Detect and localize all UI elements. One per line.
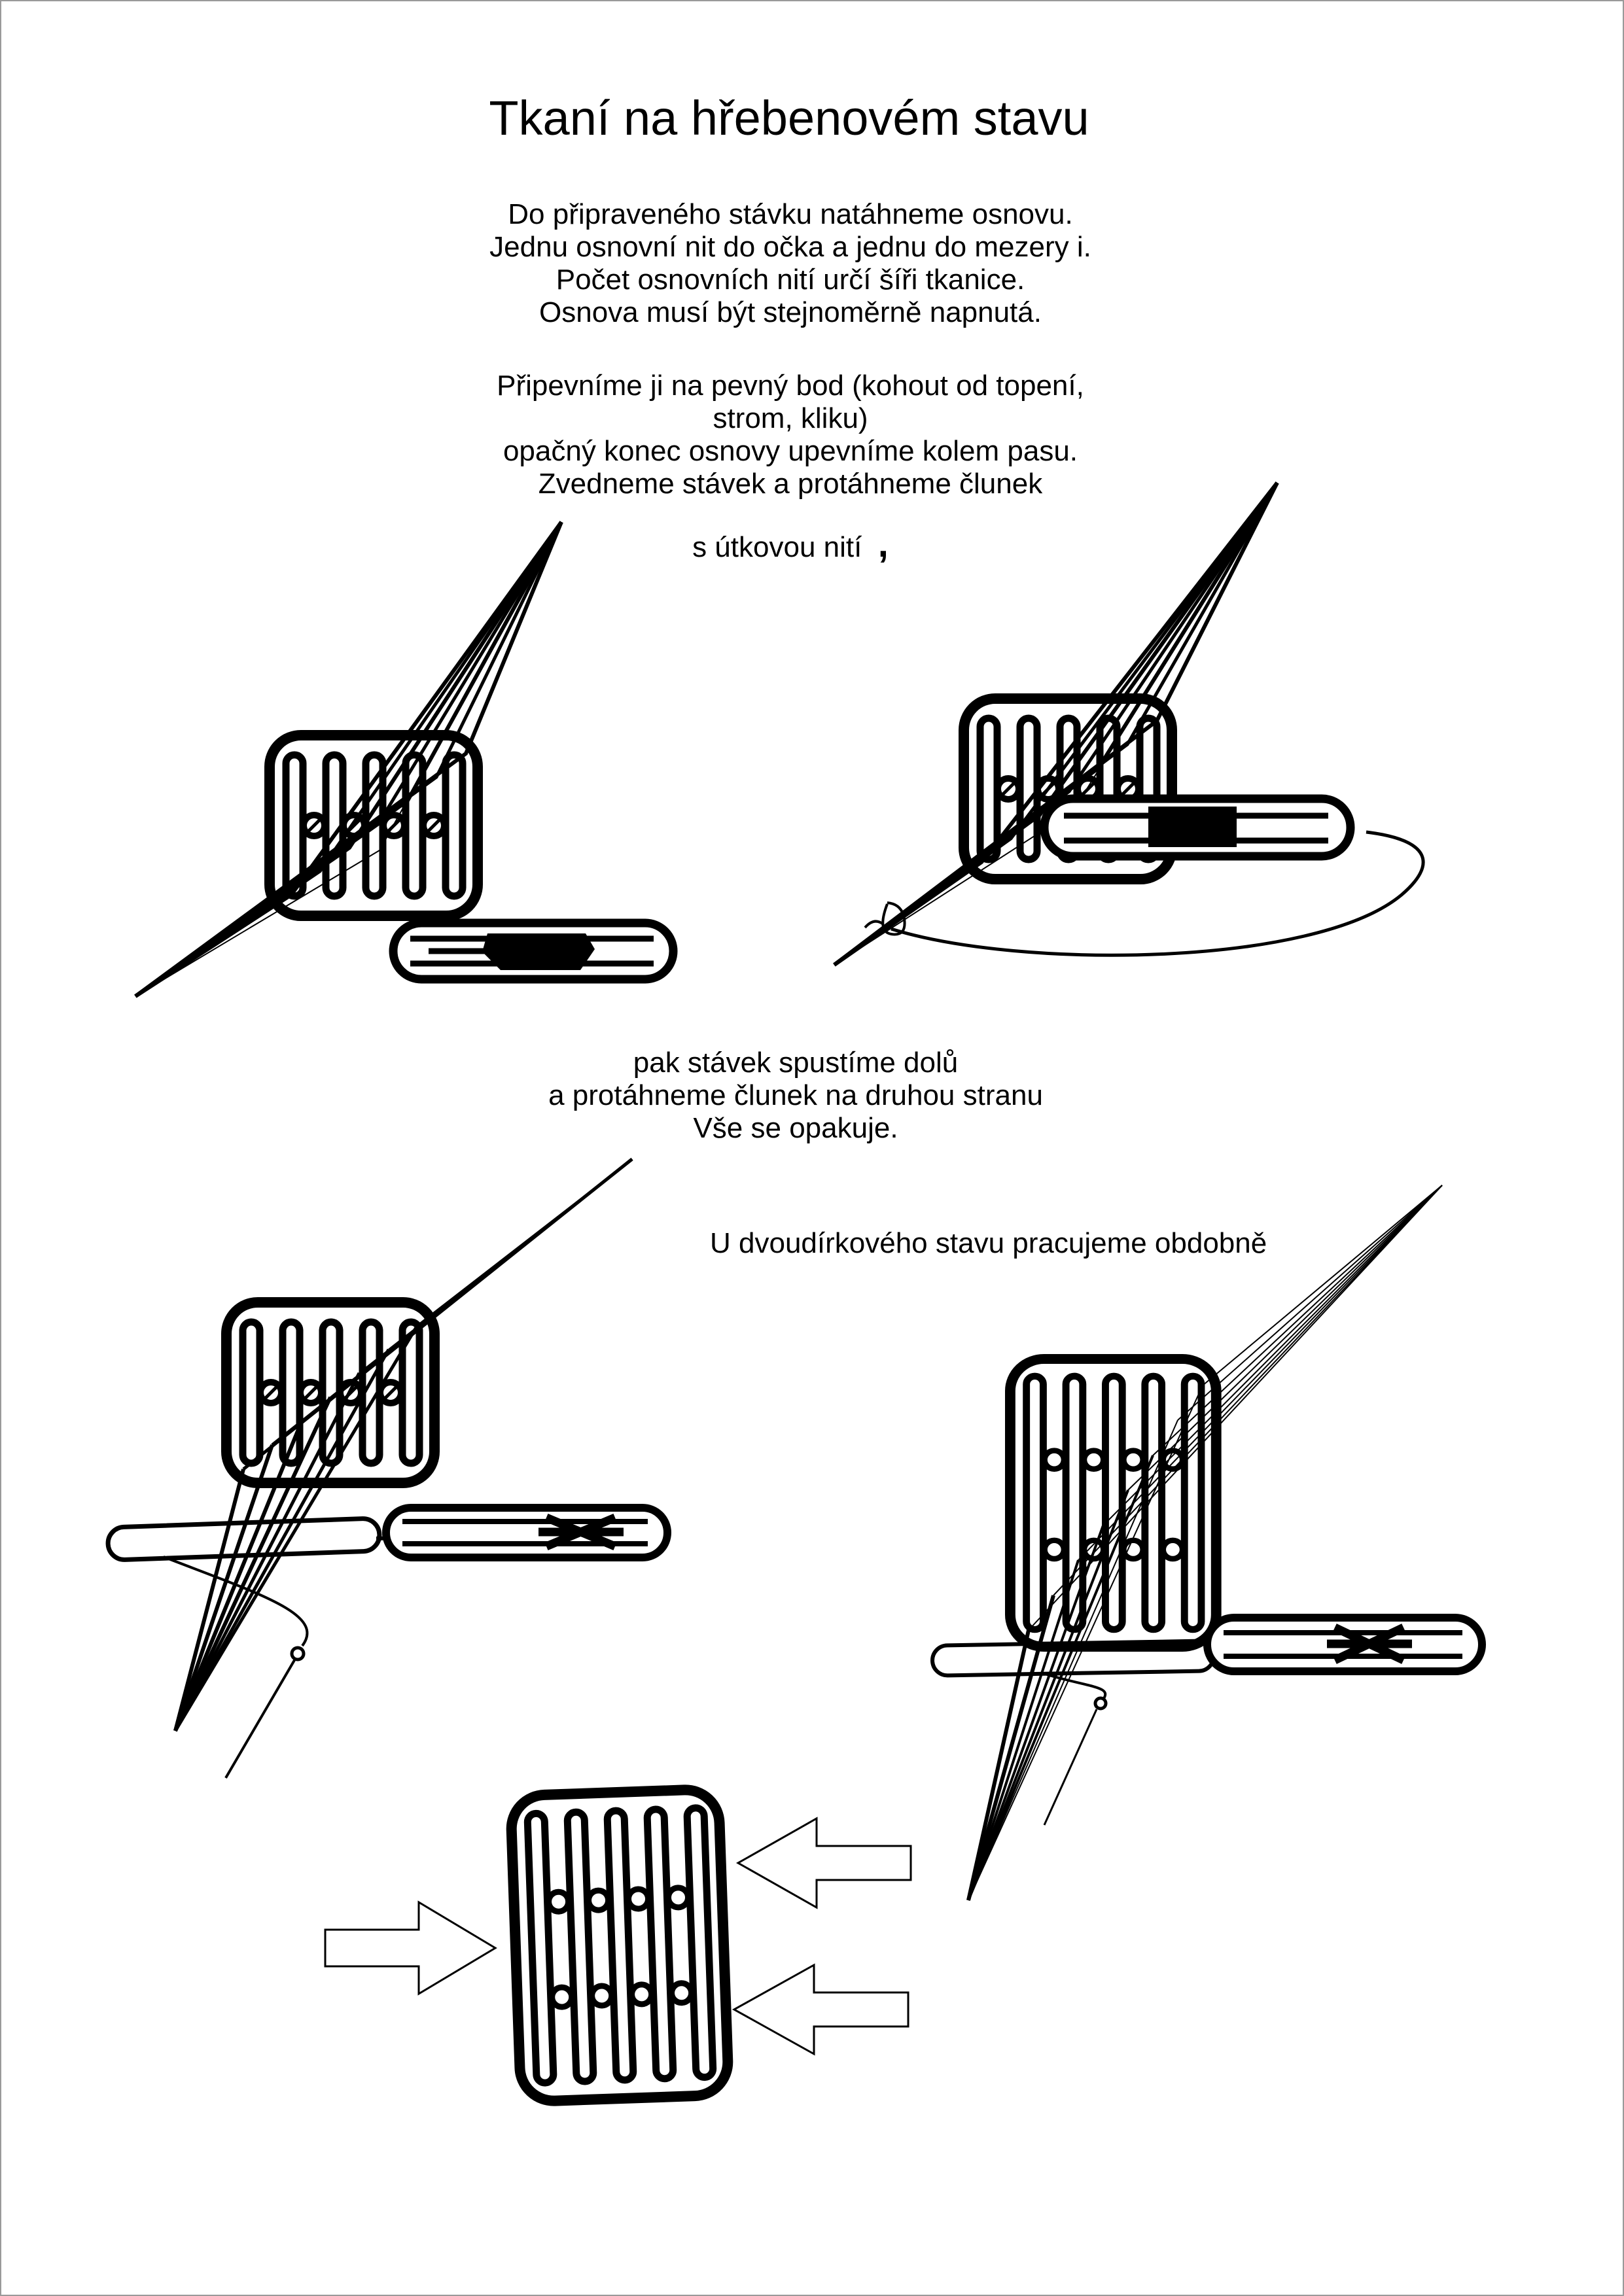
intro-line-3: Počet osnovních nití určí šíři tkanice. xyxy=(556,264,1025,296)
empty-shuttle xyxy=(107,1518,380,1560)
two-hole-comb xyxy=(510,1789,729,2102)
two-hole-loom-line: U dvoudírkového stavu pracujeme obdobně xyxy=(710,1227,1267,1259)
arrow-right-icon xyxy=(325,1902,495,1994)
shuttle-in-shed xyxy=(1044,799,1350,856)
weft-comma: , xyxy=(877,523,889,565)
figure-two-hole-loom xyxy=(932,1185,1482,1900)
figure-raised-loom-left xyxy=(135,522,673,996)
middle-line-2: a protáhneme člunek na druhou stranu xyxy=(548,1079,1043,1111)
attach-line-4: Zvedneme stávek a protáhneme člunek xyxy=(538,468,1043,500)
two-hole-comb xyxy=(1010,1359,1216,1647)
page-title: Tkaní na hřebenovém stavu xyxy=(489,91,1089,145)
shuttle-with-weft xyxy=(1207,1618,1482,1671)
intro-line-4: Osnova musí být stejnoměrně napnutá. xyxy=(539,296,1042,328)
attach-line-3: opačný konec osnovy upevníme kolem pasu. xyxy=(503,435,1078,467)
middle-line-3: Vše se opakuje. xyxy=(693,1112,898,1144)
weft-thread-text: s útkovou nití xyxy=(692,531,862,563)
shuttle-with-weft xyxy=(393,923,673,979)
attach-line-2: strom, kliku) xyxy=(713,402,868,434)
weft-thread-loop xyxy=(164,1557,307,1778)
intro-line-2: Jednu osnovní nit do očka a jednu do mezery i. xyxy=(489,231,1091,263)
figure-lowered-loom xyxy=(107,1159,667,1778)
figure-comb-motion xyxy=(325,1789,911,2102)
shuttle-with-weft xyxy=(386,1508,667,1557)
figure-raised-loom-shuttle-through xyxy=(834,483,1423,965)
attach-line-1: Připevníme ji na pevný bod (kohout od topení, xyxy=(497,370,1084,402)
arrow-left-top-icon xyxy=(738,1818,911,1907)
middle-line-1: pak stávek spustíme dolů xyxy=(633,1047,959,1079)
arrow-left-bottom-icon xyxy=(734,1965,908,2054)
intro-line-1: Do připraveného stávku natáhneme osnovu. xyxy=(508,198,1073,230)
